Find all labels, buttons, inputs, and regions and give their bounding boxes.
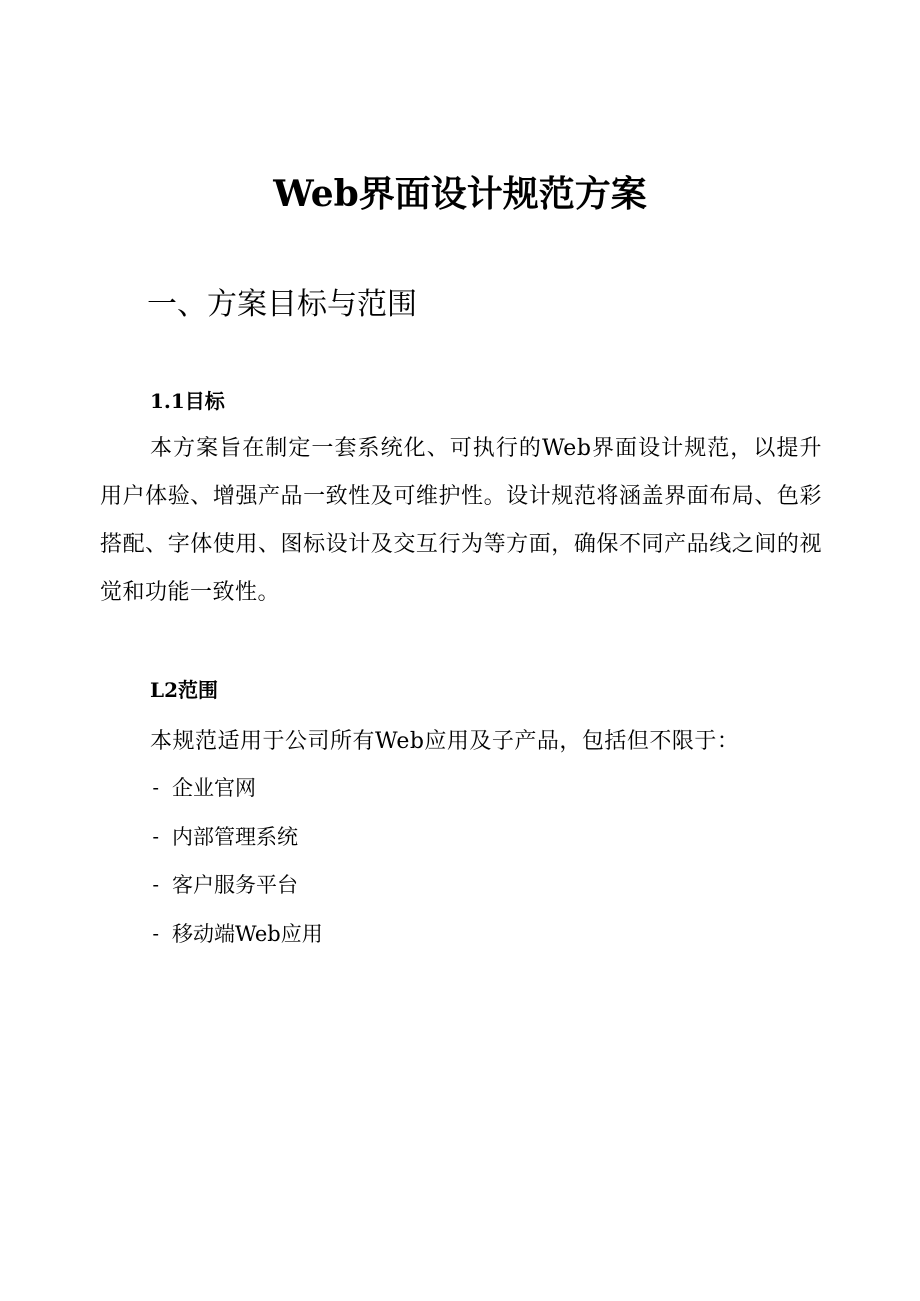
subheading-scope: L2范围 <box>150 678 218 702</box>
section-heading-goals-scope: 一、方案目标与范围 <box>147 287 417 322</box>
goal-paragraph: 本方案旨在制定一套系统化、可执行的Web界面设计规范，以提升用户体验、增强产品一致性及可维护性。设计规范将涵盖界面布局、色彩搭配、字体使用、图标设计及交互行为等方面，确保不同产品线之间的视觉和功能一致性。 <box>100 436 822 605</box>
list-bullet: - <box>150 874 162 896</box>
scope-paragraph: 本规范适用于公司所有Web应用及子产品，包括但不限于： <box>150 729 740 754</box>
list-bullet: - <box>150 922 162 945</box>
list-bullet: - <box>150 777 162 799</box>
list-item-text: 内部管理系统 <box>172 824 298 849</box>
list-bullet: - <box>150 825 162 848</box>
list-item <box>150 764 323 813</box>
list-item <box>150 861 323 910</box>
subheading-goal: 1.1目标 <box>150 389 225 413</box>
list-item-text: 企业官网 <box>172 776 256 800</box>
scope-list <box>150 764 323 958</box>
document-title: Web界面设计规范方案 <box>273 173 647 215</box>
list-item <box>150 910 323 959</box>
list-item-text: 客户服务平台 <box>172 873 298 897</box>
list-item <box>150 813 323 862</box>
list-item-text: 移动端Web应用 <box>172 921 323 946</box>
